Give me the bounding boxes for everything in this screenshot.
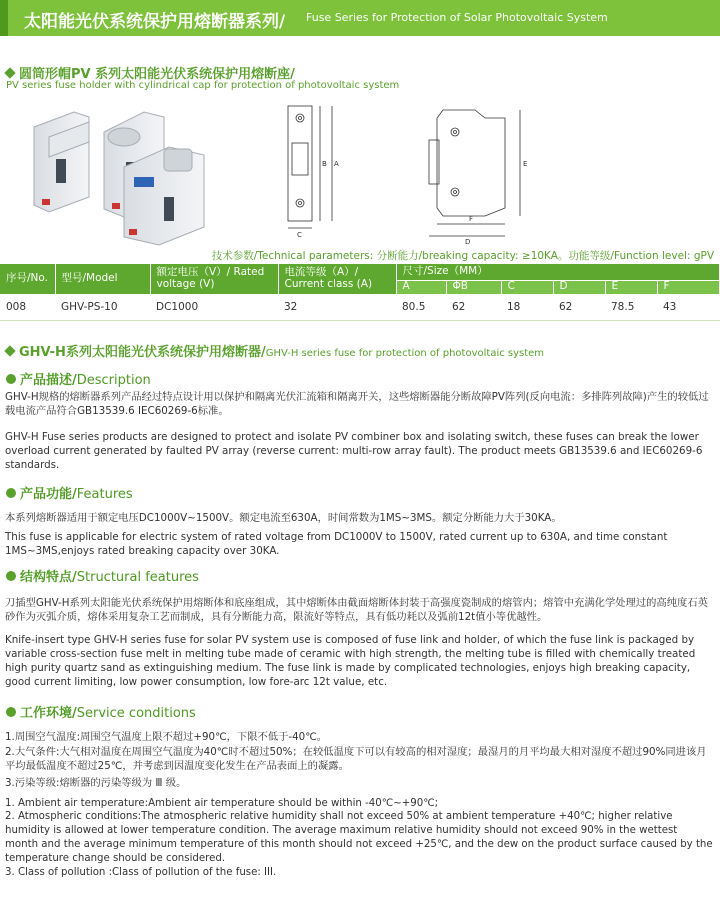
bullet-dot-icon: [6, 571, 16, 581]
col-current: 电流等级（A）/ Current class (A): [278, 264, 396, 294]
bullet-dot-icon: [6, 707, 16, 717]
header-banner: [0, 0, 720, 36]
col-size-c: C: [501, 280, 553, 294]
bullet-dot-icon: [6, 488, 16, 498]
cell-model: GHV-PS-10: [55, 294, 150, 320]
col-size-d: D: [553, 280, 605, 294]
svg-text:F: F: [469, 215, 474, 223]
features-heading: 产品功能/Features: [6, 483, 133, 502]
svg-text:B: B: [322, 160, 327, 168]
cell-b: 62: [446, 294, 501, 320]
fuse-holder-image-3: [124, 147, 204, 245]
cell-f: 43: [657, 294, 720, 320]
service-cn-3: 3.污染等级:熔断器的污染等级为 Ⅲ 级。: [5, 777, 187, 789]
bullet-dot-icon: [6, 374, 16, 384]
technical-parameters: 技术参数/Technical parameters: 分断能力/breaking capacity: ≥10KA。功能等级/Function level: gPV: [211, 250, 714, 262]
col-size-e: E: [605, 280, 657, 294]
diamond-bullet-icon: [4, 67, 15, 78]
fuse-holder-photo: [14, 97, 244, 247]
spec-table: [0, 264, 720, 321]
spec-header-row: [0, 264, 720, 280]
page-title-cn: 太阳能光伏系统保护用熔断器系列/: [24, 12, 286, 32]
holder-title: 圆筒形帽PV 系列太阳能光伏系统保护用熔断座/: [6, 63, 295, 82]
diamond-bullet-icon: [4, 345, 15, 356]
structural-cn: 刀插型GHV-H系列太阳能光伏系统保护用熔断体和底座组成，其中熔断体由截面熔断体封装于高强度瓷制成的熔管内；熔管中充满化学处理过的高纯度石英砂作为灭弧介质，熔体采用复杂工艺而制成，具有分断能力高，限流好等特点，具有低功耗以及弧前12t值小等优越性。: [5, 597, 708, 623]
col-size: 尺寸/Size（MM）: [396, 264, 720, 280]
cell-no: 008: [0, 294, 55, 320]
service-cn-1: 1.周围空气温度:周围空气温度上限不超过+90℃，下限不低于-40℃。: [5, 731, 328, 743]
svg-text:E: E: [523, 160, 528, 168]
cell-e: 78.5: [605, 294, 657, 320]
cell-current: 32: [278, 294, 396, 320]
col-size-f: F: [657, 280, 720, 294]
service-en-3: 3. Class of pollution :Class of pollution of the fuse: III.: [5, 867, 277, 878]
svg-text:A: A: [334, 160, 339, 168]
col-size-a: A: [396, 280, 446, 294]
cell-d: 62: [553, 294, 605, 320]
cell-c: 18: [501, 294, 553, 320]
col-size-b: ΦB: [446, 280, 501, 294]
description-heading: 产品描述/Description: [6, 369, 151, 388]
holder-front-drawing: [280, 98, 375, 238]
table-row: [0, 294, 720, 320]
col-no: 序号/No.: [0, 264, 55, 294]
col-model: 型号/Model: [55, 264, 150, 294]
page-title-en: Fuse Series for Protection of Solar Photovoltaic System: [306, 11, 608, 24]
features-cn: 本系列熔断器适用于额定电压DC1000V~1500V。额定电流至630A，时间常数为1MS~3MS。额定分断能力大于30KA。: [5, 512, 562, 524]
cell-a: 80.5: [396, 294, 446, 320]
fuse-holder-image-1: [34, 112, 89, 212]
holder-subtitle: PV series fuse holder with cylindrical cap for protection of photovoltaic system: [6, 80, 400, 91]
fuse-title: GHV-H系列太阳能光伏系统保护用熔断器/GHV-H series fuse for protection of photovoltaic system: [6, 341, 544, 360]
service-en-1: 1. Ambient air temperature:Ambient air temperature should be within -40℃~+90℃;: [5, 798, 439, 809]
description-cn: GHV-H规格的熔断器系列产品经过特点设计用以保护和隔离光伏汇流箱和隔离开关，这些熔断器能分断故障PV阵列(反向电流：多排阵列故障)产生的较低过载电流产品符合GB13539.6 IEC60269-6标准。: [5, 391, 709, 417]
service-heading: 工作环境/Service conditions: [6, 702, 196, 721]
banner-accent: [0, 0, 8, 36]
service-cn-2: 2.大气条件:大气相对温度在周围空气温度为40℃时不超过50%；在较低温度下可以有较高的相对湿度；最湿月的月平均最大相对湿度不超过90%同进该月平均最低温度不超过25℃，并考虑到因温度变化发生在产品表面上的凝露。: [5, 746, 707, 772]
cell-voltage: DC1000: [150, 294, 278, 320]
structural-heading: 结构特点/Structural features: [6, 566, 199, 585]
col-voltage: 额定电压（V）/ Rated voltage (V): [150, 264, 278, 294]
svg-text:D: D: [465, 238, 471, 246]
structural-en: Knife-insert type GHV-H series fuse for solar PV system use is composed of fuse link and holder, of which the fuse link is packaged by variable cross-section fuse melt in melting tube made of ceramic with high strength, the melting tube is filled with chemically treated high purity quartz sand as extinguishing medium. The fuse link is made by complicated technologies, enjoys high breaking capacity, good current limiting, low power consumption, low fore-arc 12t value, etc.: [5, 634, 696, 688]
holder-side-drawing: [425, 96, 545, 246]
features-en: This fuse is applicable for electric system of rated voltage from DC1000V to 1500V, rated current up to 630A, and time constant 1MS~3MS,enjoys rated breaking capacity over 30KA.: [5, 531, 668, 557]
description-en: GHV-H Fuse series products are designed to protect and isolate PV combiner box and isolating switch, these fuses can break the lower overload current generated by faulted PV array (reverse current: multi-row array fault). The product meets GB13539.6 and IEC60269-6 standards.: [5, 431, 703, 471]
service-en-2: 2. Atmospheric conditions:The atmospheric relative humidity shall not exceed 50% at ambient temperature +40℃; higher relative humidity is allowed at lower temperature condition. The average maximum relative humidity should not exceed 90% in the wettest month and the average minimum temperature of this month should not exceed +25℃, and the dew on the product surface caused by the temperature change should be considered.: [5, 811, 713, 864]
svg-text:C: C: [297, 231, 302, 238]
